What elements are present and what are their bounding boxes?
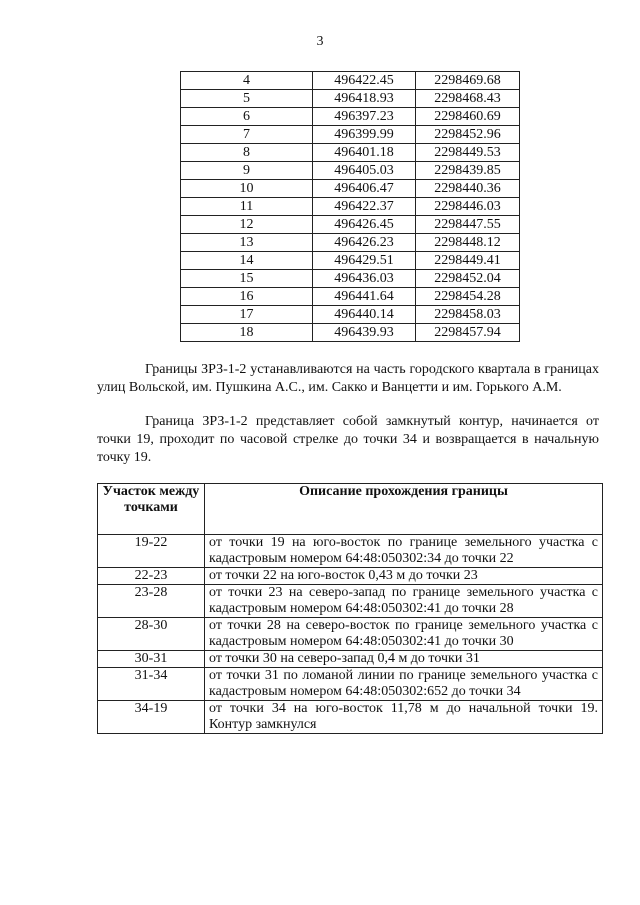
segment-points-cell: 19-22 — [98, 535, 205, 568]
y-coordinate-cell: 2298468.43 — [416, 90, 520, 108]
segment-points-cell: 30-31 — [98, 651, 205, 668]
table-row — [181, 72, 520, 90]
segment-description-cell: от точки 19 на юго-восток по границе земельного участка с кадастровым номером 64:48:050302:34 до точки 22 — [205, 535, 603, 568]
table-row — [181, 288, 520, 306]
y-coordinate-cell: 2298449.41 — [416, 252, 520, 270]
segments-header-row — [98, 484, 603, 535]
table-row — [98, 618, 603, 651]
point-number-cell: 16 — [181, 288, 313, 306]
table-row — [181, 306, 520, 324]
point-number-cell: 15 — [181, 270, 313, 288]
y-coordinate-cell: 2298452.04 — [416, 270, 520, 288]
table-row — [181, 180, 520, 198]
x-coordinate-cell: 496439.93 — [313, 324, 416, 342]
table-row — [181, 198, 520, 216]
table-row — [98, 568, 603, 585]
coordinates-table — [180, 71, 520, 342]
segment-points-cell: 22-23 — [98, 568, 205, 585]
segment-description-cell: от точки 34 на юго-восток 11,78 м до начальной точки 19. Контур замкнулся — [205, 701, 603, 734]
y-coordinate-cell: 2298439.85 — [416, 162, 520, 180]
segment-description-cell: от точки 30 на северо-запад 0,4 м до точки 31 — [205, 651, 603, 668]
paragraph-contour: Граница ЗРЗ-1-2 представляет собой замкнутый контур, начинается от точки 19, проходит по часовой стрелке до точки 34 и возвращается в начальную точку 19. — [97, 414, 599, 465]
point-number-cell: 7 — [181, 126, 313, 144]
table-row — [98, 585, 603, 618]
y-coordinate-cell: 2298454.28 — [416, 288, 520, 306]
paragraph-boundaries: Границы ЗРЗ-1-2 устанавливаются на часть городского квартала в границах улиц Вольской, им. Пушкина А.С., им. Сакко и Ванцетти и им. Горького А.М. — [97, 362, 599, 395]
table-row — [181, 90, 520, 108]
x-coordinate-cell: 496399.99 — [313, 126, 416, 144]
y-coordinate-cell: 2298460.69 — [416, 108, 520, 126]
table-row — [98, 651, 603, 668]
y-coordinate-cell: 2298452.96 — [416, 126, 520, 144]
segment-points-cell: 28-30 — [98, 618, 205, 651]
x-coordinate-cell: 496440.14 — [313, 306, 416, 324]
y-coordinate-cell: 2298449.53 — [416, 144, 520, 162]
x-coordinate-cell: 496422.45 — [313, 72, 416, 90]
x-coordinate-cell: 496401.18 — [313, 144, 416, 162]
segment-description-cell: от точки 23 на северо-запад по границе земельного участка с кадастровым номером 64:48:050302:41 до точки 28 — [205, 585, 603, 618]
table-row — [181, 252, 520, 270]
point-number-cell: 5 — [181, 90, 313, 108]
table-row — [98, 701, 603, 734]
point-number-cell: 6 — [181, 108, 313, 126]
point-number-cell: 12 — [181, 216, 313, 234]
y-coordinate-cell: 2298469.68 — [416, 72, 520, 90]
x-coordinate-cell: 496426.23 — [313, 234, 416, 252]
segment-description-cell: от точки 22 на юго-восток 0,43 м до точки 23 — [205, 568, 603, 585]
point-number-cell: 10 — [181, 180, 313, 198]
point-number-cell: 18 — [181, 324, 313, 342]
header-description: Описание прохождения границы — [205, 484, 603, 535]
table-row — [181, 144, 520, 162]
y-coordinate-cell: 2298440.36 — [416, 180, 520, 198]
y-coordinate-cell: 2298458.03 — [416, 306, 520, 324]
header-segment: Участок между точками — [98, 484, 205, 535]
table-row — [181, 234, 520, 252]
y-coordinate-cell: 2298448.12 — [416, 234, 520, 252]
x-coordinate-cell: 496429.51 — [313, 252, 416, 270]
point-number-cell: 11 — [181, 198, 313, 216]
table-row — [181, 216, 520, 234]
table-row — [181, 162, 520, 180]
point-number-cell: 17 — [181, 306, 313, 324]
point-number-cell: 14 — [181, 252, 313, 270]
point-number-cell: 13 — [181, 234, 313, 252]
table-row — [98, 668, 603, 701]
table-row — [98, 535, 603, 568]
y-coordinate-cell: 2298447.55 — [416, 216, 520, 234]
table-row — [181, 108, 520, 126]
point-number-cell: 4 — [181, 72, 313, 90]
table-row — [181, 270, 520, 288]
table-row — [181, 126, 520, 144]
page-number: 3 — [316, 34, 324, 49]
table-row — [181, 324, 520, 342]
x-coordinate-cell: 496418.93 — [313, 90, 416, 108]
x-coordinate-cell: 496397.23 — [313, 108, 416, 126]
segments-table — [97, 483, 603, 734]
x-coordinate-cell: 496426.45 — [313, 216, 416, 234]
segment-points-cell: 34-19 — [98, 701, 205, 734]
segment-description-cell: от точки 28 на северо-восток по границе земельного участка с кадастровым номером 64:48:050302:41 до точки 30 — [205, 618, 603, 651]
x-coordinate-cell: 496436.03 — [313, 270, 416, 288]
segment-points-cell: 31-34 — [98, 668, 205, 701]
point-number-cell: 9 — [181, 162, 313, 180]
y-coordinate-cell: 2298457.94 — [416, 324, 520, 342]
y-coordinate-cell: 2298446.03 — [416, 198, 520, 216]
x-coordinate-cell: 496406.47 — [313, 180, 416, 198]
segment-description-cell: от точки 31 по ломаной линии по границе земельного участка с кадастровым номером 64:48:050302:652 до точки 34 — [205, 668, 603, 701]
x-coordinate-cell: 496405.03 — [313, 162, 416, 180]
point-number-cell: 8 — [181, 144, 313, 162]
x-coordinate-cell: 496441.64 — [313, 288, 416, 306]
segment-points-cell: 23-28 — [98, 585, 205, 618]
x-coordinate-cell: 496422.37 — [313, 198, 416, 216]
